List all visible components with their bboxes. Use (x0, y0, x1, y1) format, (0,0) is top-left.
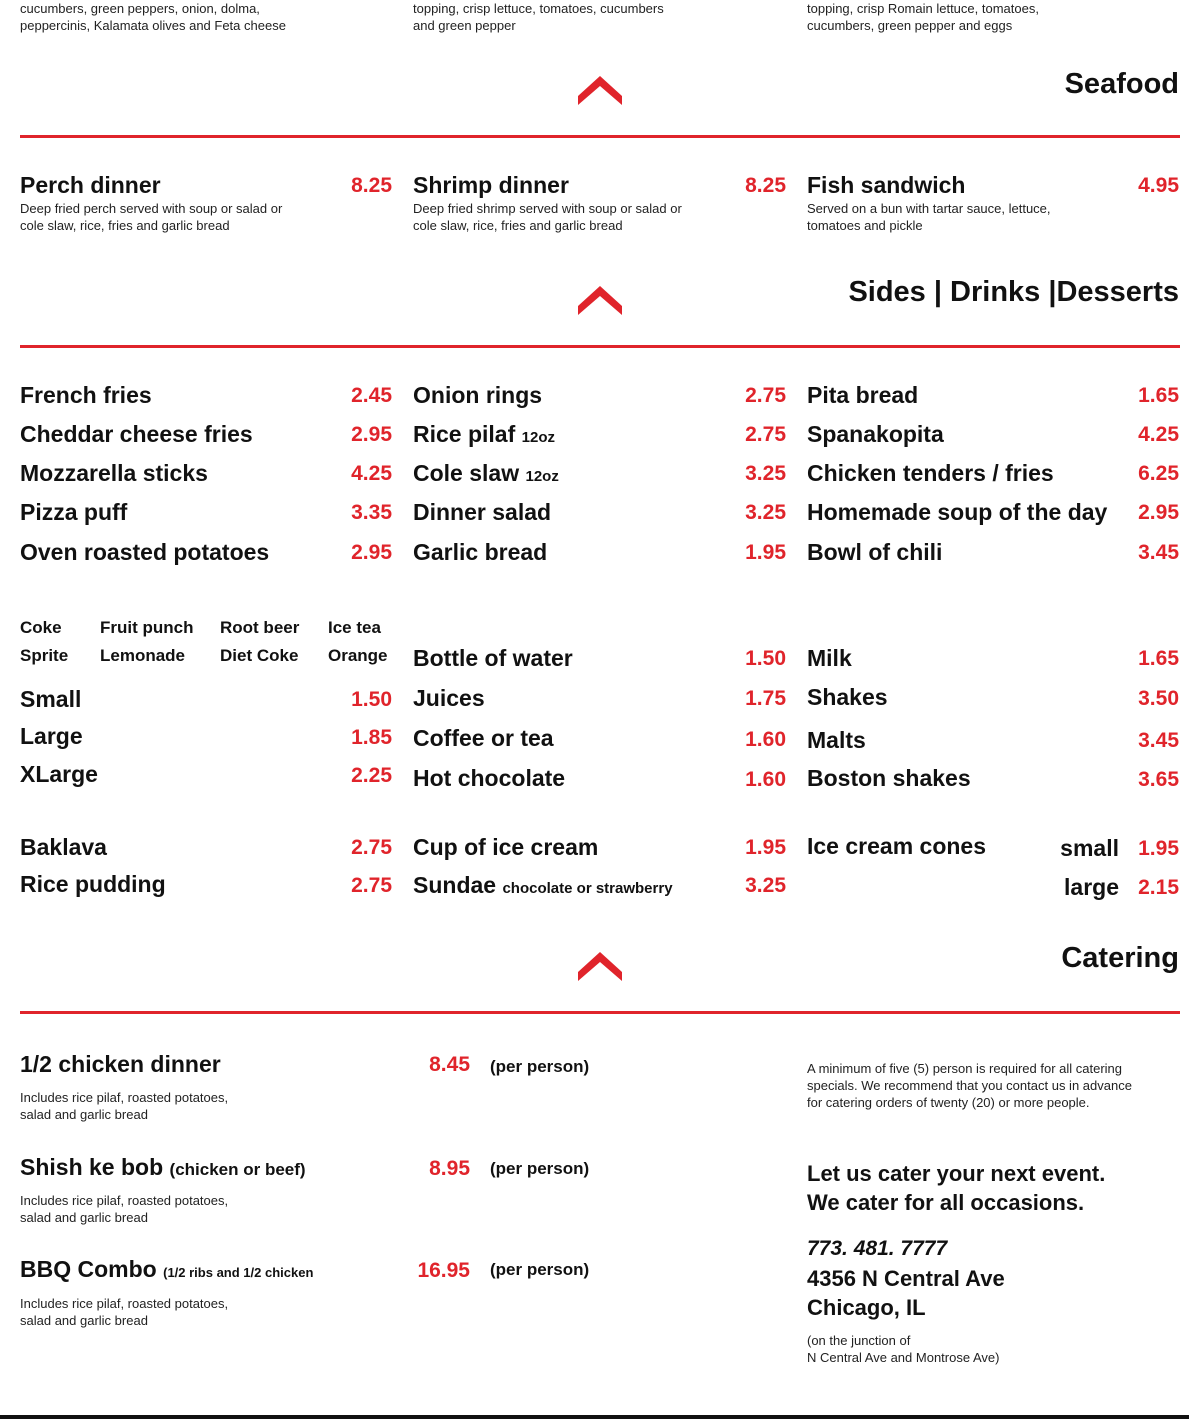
drink-size-name: Large (20, 723, 83, 749)
item-name: Shrimp dinner (413, 172, 569, 198)
drink-item-name: Hot chocolate (413, 765, 566, 791)
drink-size-name: Small (20, 686, 82, 712)
dessert-item-price: 2.75 (351, 874, 392, 897)
side-item-name: Spanakopita (807, 421, 944, 447)
side-item-name: Rice pilaf 12oz (413, 421, 556, 447)
section-title-sides-drinks-desserts: Sides | Drinks |Desserts (848, 276, 1179, 308)
section-divider (20, 1011, 1180, 1014)
page-bottom-bar (0, 1415, 1189, 1419)
salad-desc-col2: topping, crisp lettuce, tomatoes, cucumbers and green pepper (413, 1, 664, 33)
cone-price-large: 2.15 (1138, 876, 1179, 899)
drink-item-name: Shakes (807, 684, 888, 710)
item-price: 8.25 (745, 174, 786, 197)
side-item-price: 4.25 (1138, 423, 1179, 446)
side-item-name: Oven roasted potatoes (20, 539, 270, 565)
catering-item-name: Shish ke bob (chicken or beef) (20, 1154, 306, 1180)
salad-desc-col3: topping, crisp Romain lettuce, tomatoes, cucumbers, green pepper and eggs (807, 1, 1039, 33)
catering-item-name: 1/2 chicken dinner (20, 1051, 221, 1077)
catering-item-price: 16.95 (417, 1259, 470, 1282)
scroll-up-chevron-icon[interactable] (578, 76, 622, 106)
drink-size-price: 2.25 (351, 764, 392, 787)
side-item-price: 2.45 (351, 384, 392, 407)
dessert-item-name: Sundae chocolate or strawberry (413, 872, 673, 898)
side-item-name: Pizza puff (20, 499, 128, 525)
catering-policy: A minimum of five (5) person is required for all catering specials. We recommend that you contact us in advance for catering orders of twenty (20) or more people. (807, 1061, 1132, 1110)
section-divider (20, 345, 1180, 348)
drink-item-name: Boston shakes (807, 765, 971, 791)
section-divider (20, 135, 1180, 138)
soda-flavor: Root beer (220, 618, 300, 637)
soda-flavor: Ice tea (328, 618, 381, 637)
drink-item-name: Juices (413, 685, 485, 711)
side-item-name: Mozzarella sticks (20, 460, 208, 486)
drink-item-price: 1.60 (745, 768, 786, 791)
side-item-name: Onion rings (413, 382, 543, 408)
catering-promo: Let us cater your next event. We cater for all occasions. (807, 1161, 1106, 1215)
dessert-item-name: Rice pudding (20, 871, 166, 897)
cone-price-small: 1.95 (1138, 837, 1179, 860)
soda-flavor: Fruit punch (100, 618, 194, 637)
drink-item-price: 1.60 (745, 728, 786, 751)
side-item-price: 2.95 (351, 423, 392, 446)
drink-size-price: 1.50 (351, 688, 392, 711)
side-item-price: 2.75 (745, 423, 786, 446)
drink-item-price: 1.75 (745, 687, 786, 710)
dessert-item-name: Baklava (20, 834, 107, 860)
side-item-name: Dinner salad (413, 499, 552, 525)
soda-flavor: Orange (328, 646, 388, 665)
item-price: 8.25 (351, 174, 392, 197)
catering-item-name: BBQ Combo (1/2 ribs and 1/2 chicken (20, 1256, 314, 1282)
side-item-name: Homemade soup of the day (807, 499, 1108, 525)
side-item-name: French fries (20, 382, 152, 408)
soda-flavor: Sprite (20, 646, 69, 665)
salad-desc-col1: cucumbers, green peppers, onion, dolma, peppercinis, Kalamata olives and Feta cheese (20, 1, 286, 33)
side-item-name: Bowl of chili (807, 539, 943, 565)
per-person-label: (per person) (490, 1057, 590, 1076)
item-name: Perch dinner (20, 172, 161, 198)
item-price: 4.95 (1138, 174, 1179, 197)
side-item-price: 4.25 (351, 462, 392, 485)
drink-item-name: Coffee or tea (413, 725, 554, 751)
side-item-price: 2.95 (1138, 501, 1179, 524)
side-item-name: Pita bread (807, 382, 919, 408)
dessert-item-price: 2.75 (351, 836, 392, 859)
catering-item-price: 8.95 (429, 1157, 470, 1180)
soda-flavor: Lemonade (100, 646, 186, 665)
cone-size-large: large (1064, 874, 1119, 900)
side-item-price: 6.25 (1138, 462, 1179, 485)
side-item-price: 3.25 (745, 462, 786, 485)
drink-item-name: Bottle of water (413, 645, 573, 671)
drink-item-price: 3.50 (1138, 687, 1179, 710)
side-item-price: 3.45 (1138, 541, 1179, 564)
drink-size-name: XLarge (20, 761, 98, 787)
side-item-price: 1.65 (1138, 384, 1179, 407)
phone-number[interactable]: 773. 481. 7777 (807, 1237, 948, 1260)
drink-item-price: 1.50 (745, 647, 786, 670)
drink-item-name: Milk (807, 645, 852, 671)
side-item-price: 3.35 (351, 501, 392, 524)
dessert-item-name: Cup of ice cream (413, 834, 599, 860)
drink-item-price: 3.45 (1138, 729, 1179, 752)
side-item-name: Cole slaw 12oz (413, 460, 559, 486)
side-item-price: 1.95 (745, 541, 786, 564)
section-title-catering: Catering (1061, 942, 1179, 974)
soda-flavor: Diet Coke (220, 646, 299, 665)
cone-size-small: small (1060, 835, 1119, 861)
drink-item-price: 1.65 (1138, 647, 1179, 670)
side-item-price: 3.25 (745, 501, 786, 524)
scroll-up-chevron-icon[interactable] (578, 952, 622, 982)
dessert-item-price: 1.95 (745, 836, 786, 859)
catering-item-price: 8.45 (429, 1053, 470, 1076)
side-item-name: Garlic bread (413, 539, 548, 565)
item-name: Fish sandwich (807, 172, 966, 198)
dessert-item-price: 3.25 (745, 874, 786, 897)
side-item-name: Cheddar cheese fries (20, 421, 253, 447)
address: 4356 N Central Ave Chicago, IL (807, 1266, 1005, 1320)
section-title-seafood: Seafood (1064, 68, 1179, 100)
side-item-price: 2.95 (351, 541, 392, 564)
address-junction-note: (on the junction of N Central Ave and Montrose Ave) (807, 1333, 1000, 1365)
scroll-up-chevron-icon[interactable] (578, 286, 622, 316)
per-person-label: (per person) (490, 1260, 590, 1279)
ice-cream-cones-name: Ice cream cones (807, 833, 987, 859)
side-item-name: Chicken tenders / fries (807, 460, 1054, 486)
drink-item-name: Malts (807, 727, 866, 753)
side-item-price: 2.75 (745, 384, 786, 407)
per-person-label: (per person) (490, 1159, 590, 1178)
soda-flavor: Coke (20, 618, 62, 637)
drink-item-price: 3.65 (1138, 768, 1179, 791)
drink-size-price: 1.85 (351, 726, 392, 749)
